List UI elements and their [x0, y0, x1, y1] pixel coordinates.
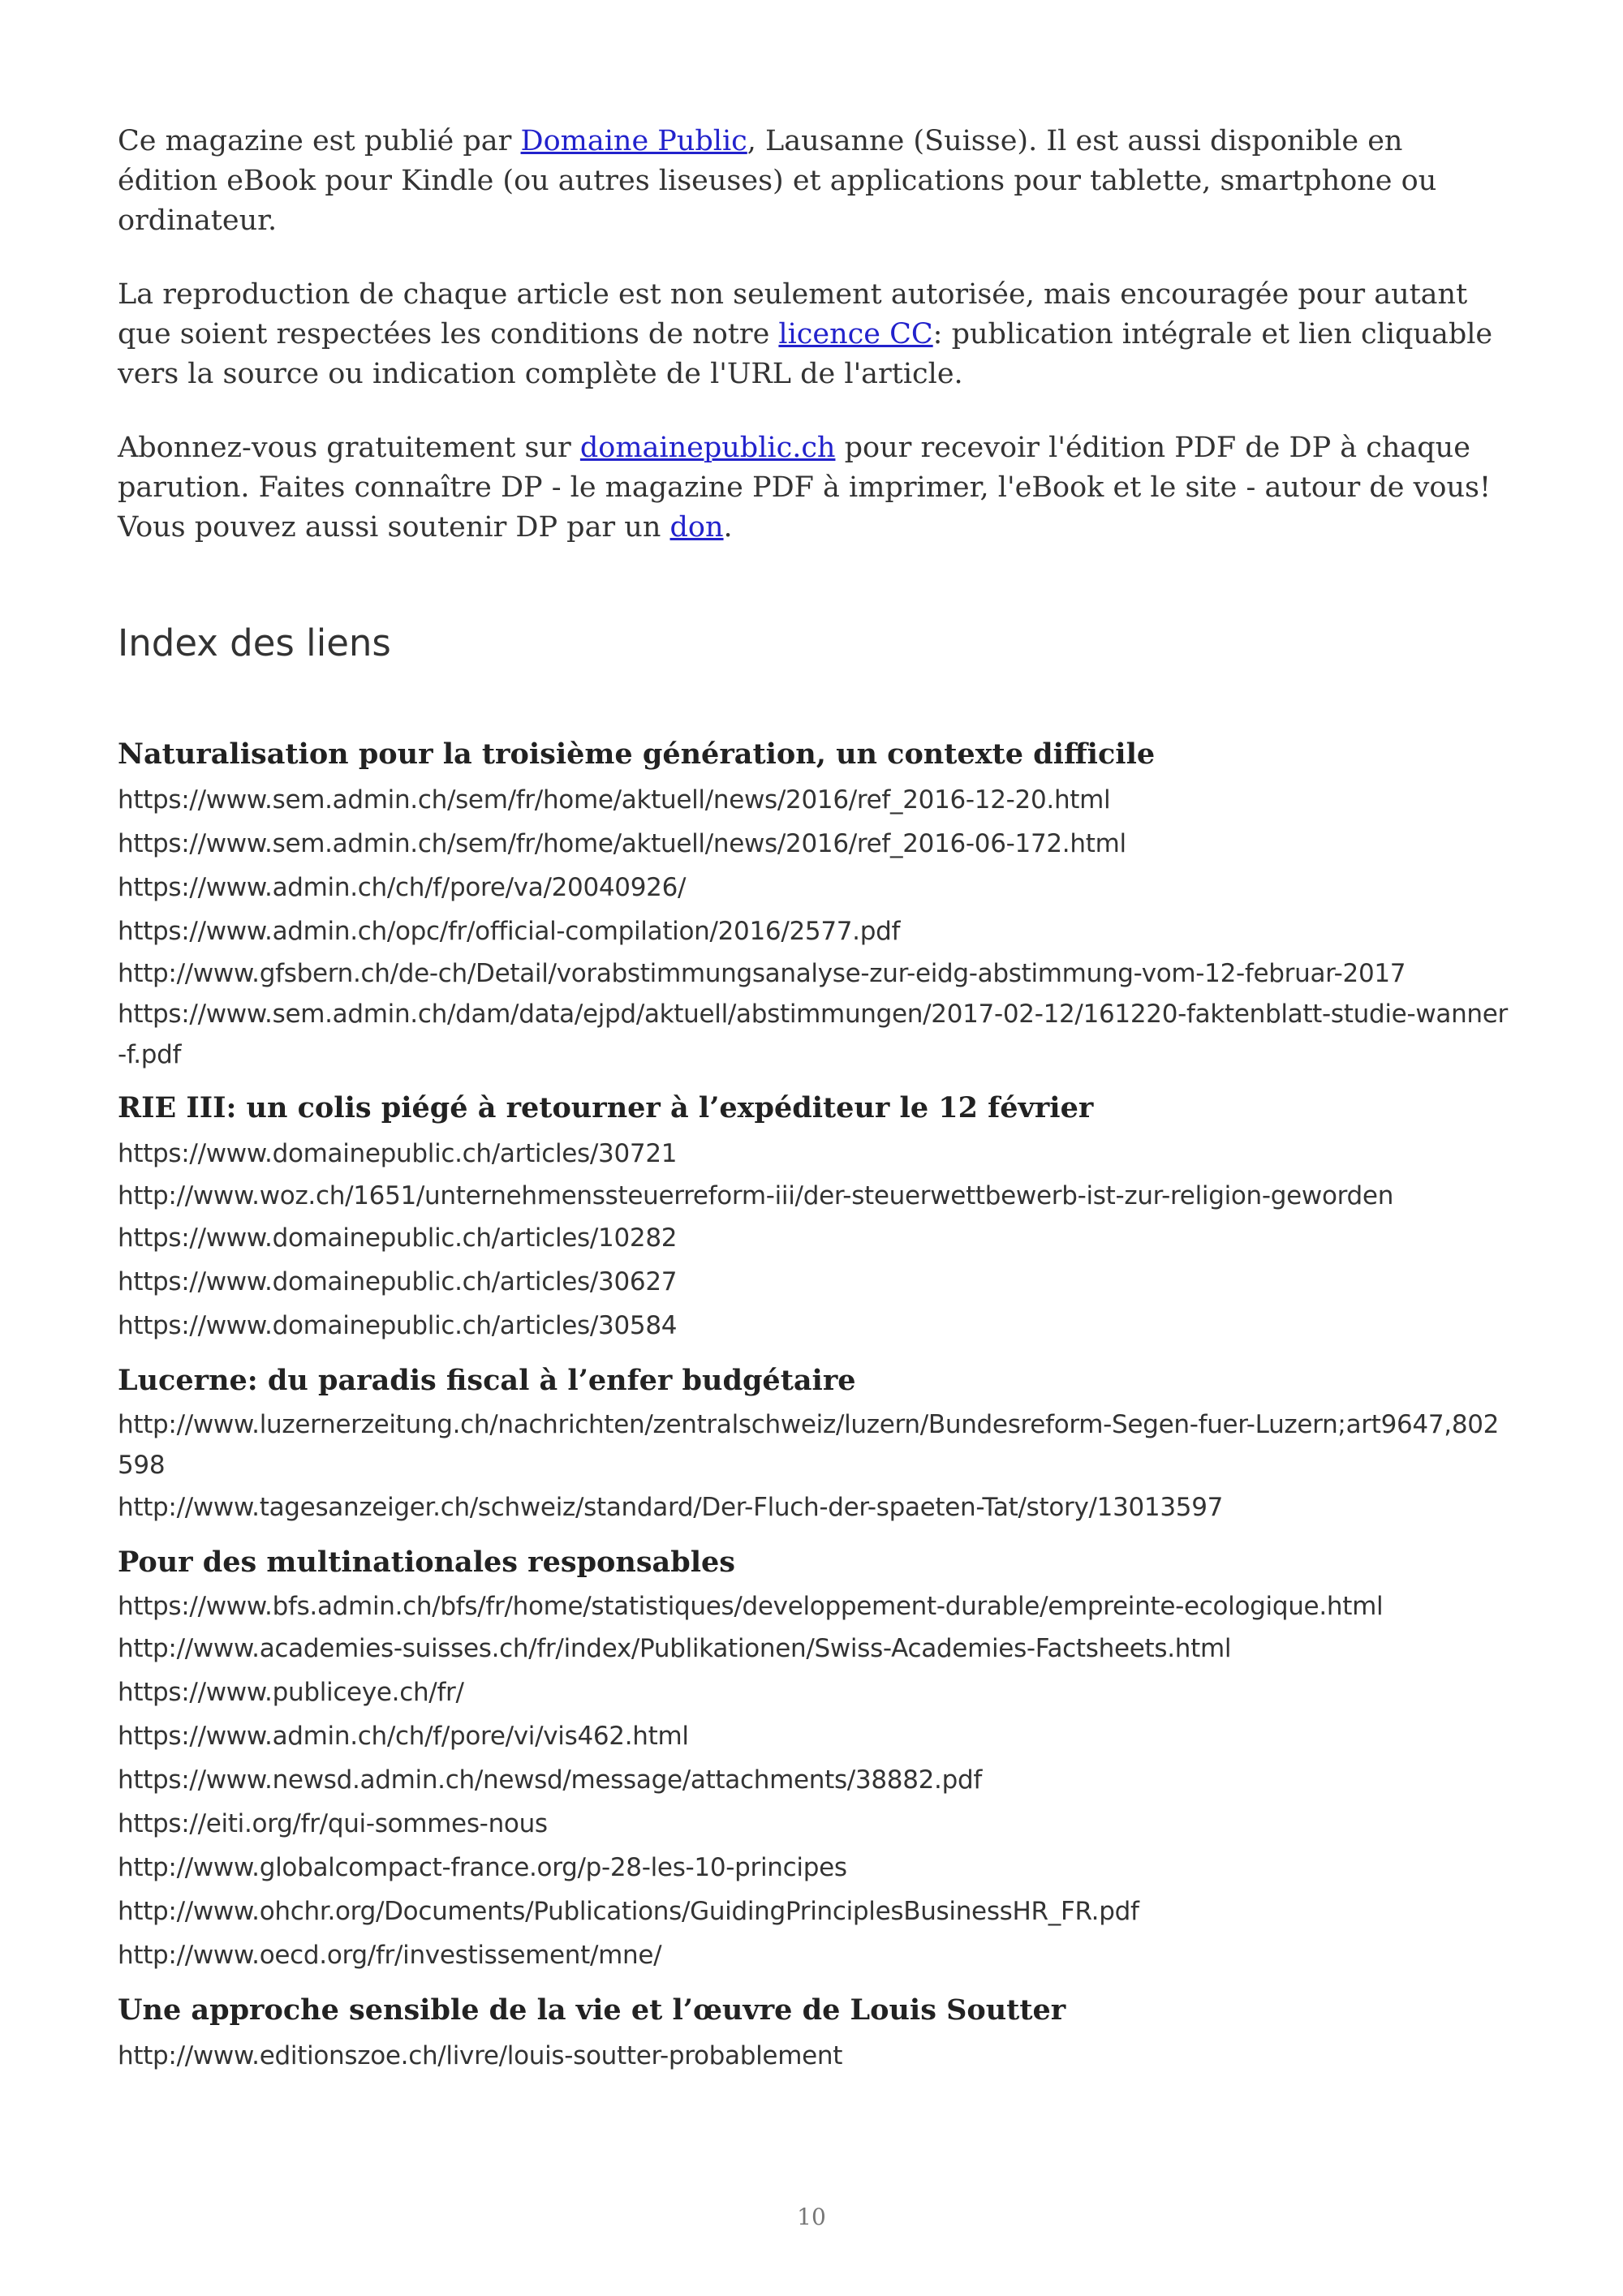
intro-paragraph-publisher — [118, 122, 1509, 241]
text: , Lausanne (Suisse). Il est aussi disponible en édition eBook pour Kindle (ou autres liseuses) et applications pour tablette, smartphone ou ordinateur. — [118, 125, 1437, 237]
section-title: RIE III: un colis piégé à retourner à l’expéditeur le 12 février — [118, 1091, 1094, 1124]
domaine-public-link[interactable]: Domaine Public — [520, 125, 747, 157]
section-title: Une approche sensible de la vie et l’œuvre de Louis Soutter — [118, 1993, 1066, 2027]
section-title: Lucerne: du paradis fiscal à l’enfer budgétaire — [118, 1364, 856, 1397]
index-link[interactable]: http://www.editionszoe.ch/livre/louis-soutter-probablement — [118, 2041, 843, 2070]
index-link[interactable]: https://www.bfs.admin.ch/bfs/fr/home/statistiques/developpement-durable/empreinte-ecologique.html — [118, 1592, 1384, 1621]
index-link[interactable]: https://www.admin.ch/opc/fr/official-compilation/2016/2577.pdf — [118, 917, 901, 946]
index-link[interactable]: http://www.academies-suisses.ch/fr/index/Publikationen/Swiss-Academies-Factsheets.html — [118, 1634, 1232, 1663]
text: Ce magazine est publié par — [118, 125, 521, 157]
section-title: Naturalisation pour la troisième génération, un contexte difficile — [118, 737, 1156, 771]
index-link[interactable]: http://www.luzernerzeitung.ch/nachrichten/zentralschweiz/luzern/Bundesreform-Segen-fuer-Luzern;art9647,802598 — [118, 1410, 1500, 1480]
index-link[interactable]: http://www.woz.ch/1651/unternehmenssteuerreform-iii/der-steuerwettbewerb-ist-zur-religion-geworden — [118, 1181, 1394, 1210]
index-link[interactable]: http://www.ohchr.org/Documents/Publications/GuidingPrinciplesBusinessHR_FR.pdf — [118, 1897, 1139, 1926]
index-link[interactable]: http://www.oecd.org/fr/investissement/mne/ — [118, 1941, 662, 1970]
index-link[interactable]: https://www.sem.admin.ch/sem/fr/home/aktuell/news/2016/ref_2016-12-20.html — [118, 785, 1111, 815]
text: : publication intégrale et lien cliquable vers la source ou indication complète de l'URL de l'article. — [118, 318, 1493, 390]
link-index — [118, 734, 1513, 2091]
index-link[interactable]: https://www.domainepublic.ch/articles/30627 — [118, 1267, 678, 1296]
index-link[interactable]: https://www.newsd.admin.ch/newsd/message/attachments/38882.pdf — [118, 1765, 982, 1795]
index-section — [118, 1088, 1513, 1348]
text: . — [723, 511, 733, 544]
intro-block — [118, 122, 1509, 582]
index-link[interactable]: https://www.sem.admin.ch/sem/fr/home/aktuell/news/2016/ref_2016-06-172.html — [118, 829, 1126, 858]
index-link[interactable]: https://www.sem.admin.ch/dam/data/ejpd/aktuell/abstimmungen/2017-02-12/161220-faktenblatt-studie-wanner-f.pdf — [118, 1000, 1508, 1069]
intro-paragraph-subscribe — [118, 428, 1509, 548]
index-link[interactable]: https://www.domainepublic.ch/articles/30721 — [118, 1139, 678, 1168]
text: pour recevoir l'édition PDF de DP à chaque parution. Faites connaître DP - le magazine PDF à imprimer, l'eBook et le site - autour de vous! Vous pouvez aussi soutenir DP par un — [118, 432, 1492, 544]
index-title: Index des liens — [118, 621, 391, 664]
text: Abonnez-vous gratuitement sur — [118, 432, 580, 464]
index-section — [118, 734, 1513, 1075]
index-section — [118, 1361, 1513, 1529]
page-number: 10 — [797, 2204, 826, 2230]
index-link[interactable]: https://www.publiceye.ch/fr/ — [118, 1678, 464, 1707]
index-link[interactable]: https://www.domainepublic.ch/articles/10282 — [118, 1223, 678, 1253]
index-link[interactable]: https://eiti.org/fr/qui-sommes-nous — [118, 1809, 548, 1838]
index-section — [118, 1542, 1513, 1977]
licence-cc-link[interactable]: licence CC — [778, 318, 933, 350]
index-link[interactable]: http://www.globalcompact-france.org/p-28-les-10-principes — [118, 1853, 847, 1882]
index-link[interactable]: https://www.admin.ch/ch/f/pore/va/20040926/ — [118, 873, 687, 902]
index-section — [118, 1990, 1513, 2078]
index-link[interactable]: http://www.gfsbern.ch/de-ch/Detail/vorabstimmungsanalyse-zur-eidg-abstimmung-vom-12-februar-2017 — [118, 959, 1406, 988]
domainepublic-link[interactable]: domainepublic.ch — [579, 432, 836, 464]
index-link[interactable]: http://www.tagesanzeiger.ch/schweiz/standard/Der-Fluch-der-spaeten-Tat/story/13013597 — [118, 1493, 1224, 1522]
index-link[interactable]: https://www.admin.ch/ch/f/pore/vi/vis462.html — [118, 1722, 689, 1751]
index-link[interactable]: https://www.domainepublic.ch/articles/30584 — [118, 1311, 678, 1340]
don-link[interactable]: don — [669, 511, 724, 544]
intro-paragraph-license — [118, 275, 1509, 394]
text: La reproduction de chaque article est non seulement autorisée, mais encouragée pour autant que soient respectées les conditions de notre — [118, 278, 1468, 350]
section-title: Pour des multinationales responsables — [118, 1546, 735, 1579]
